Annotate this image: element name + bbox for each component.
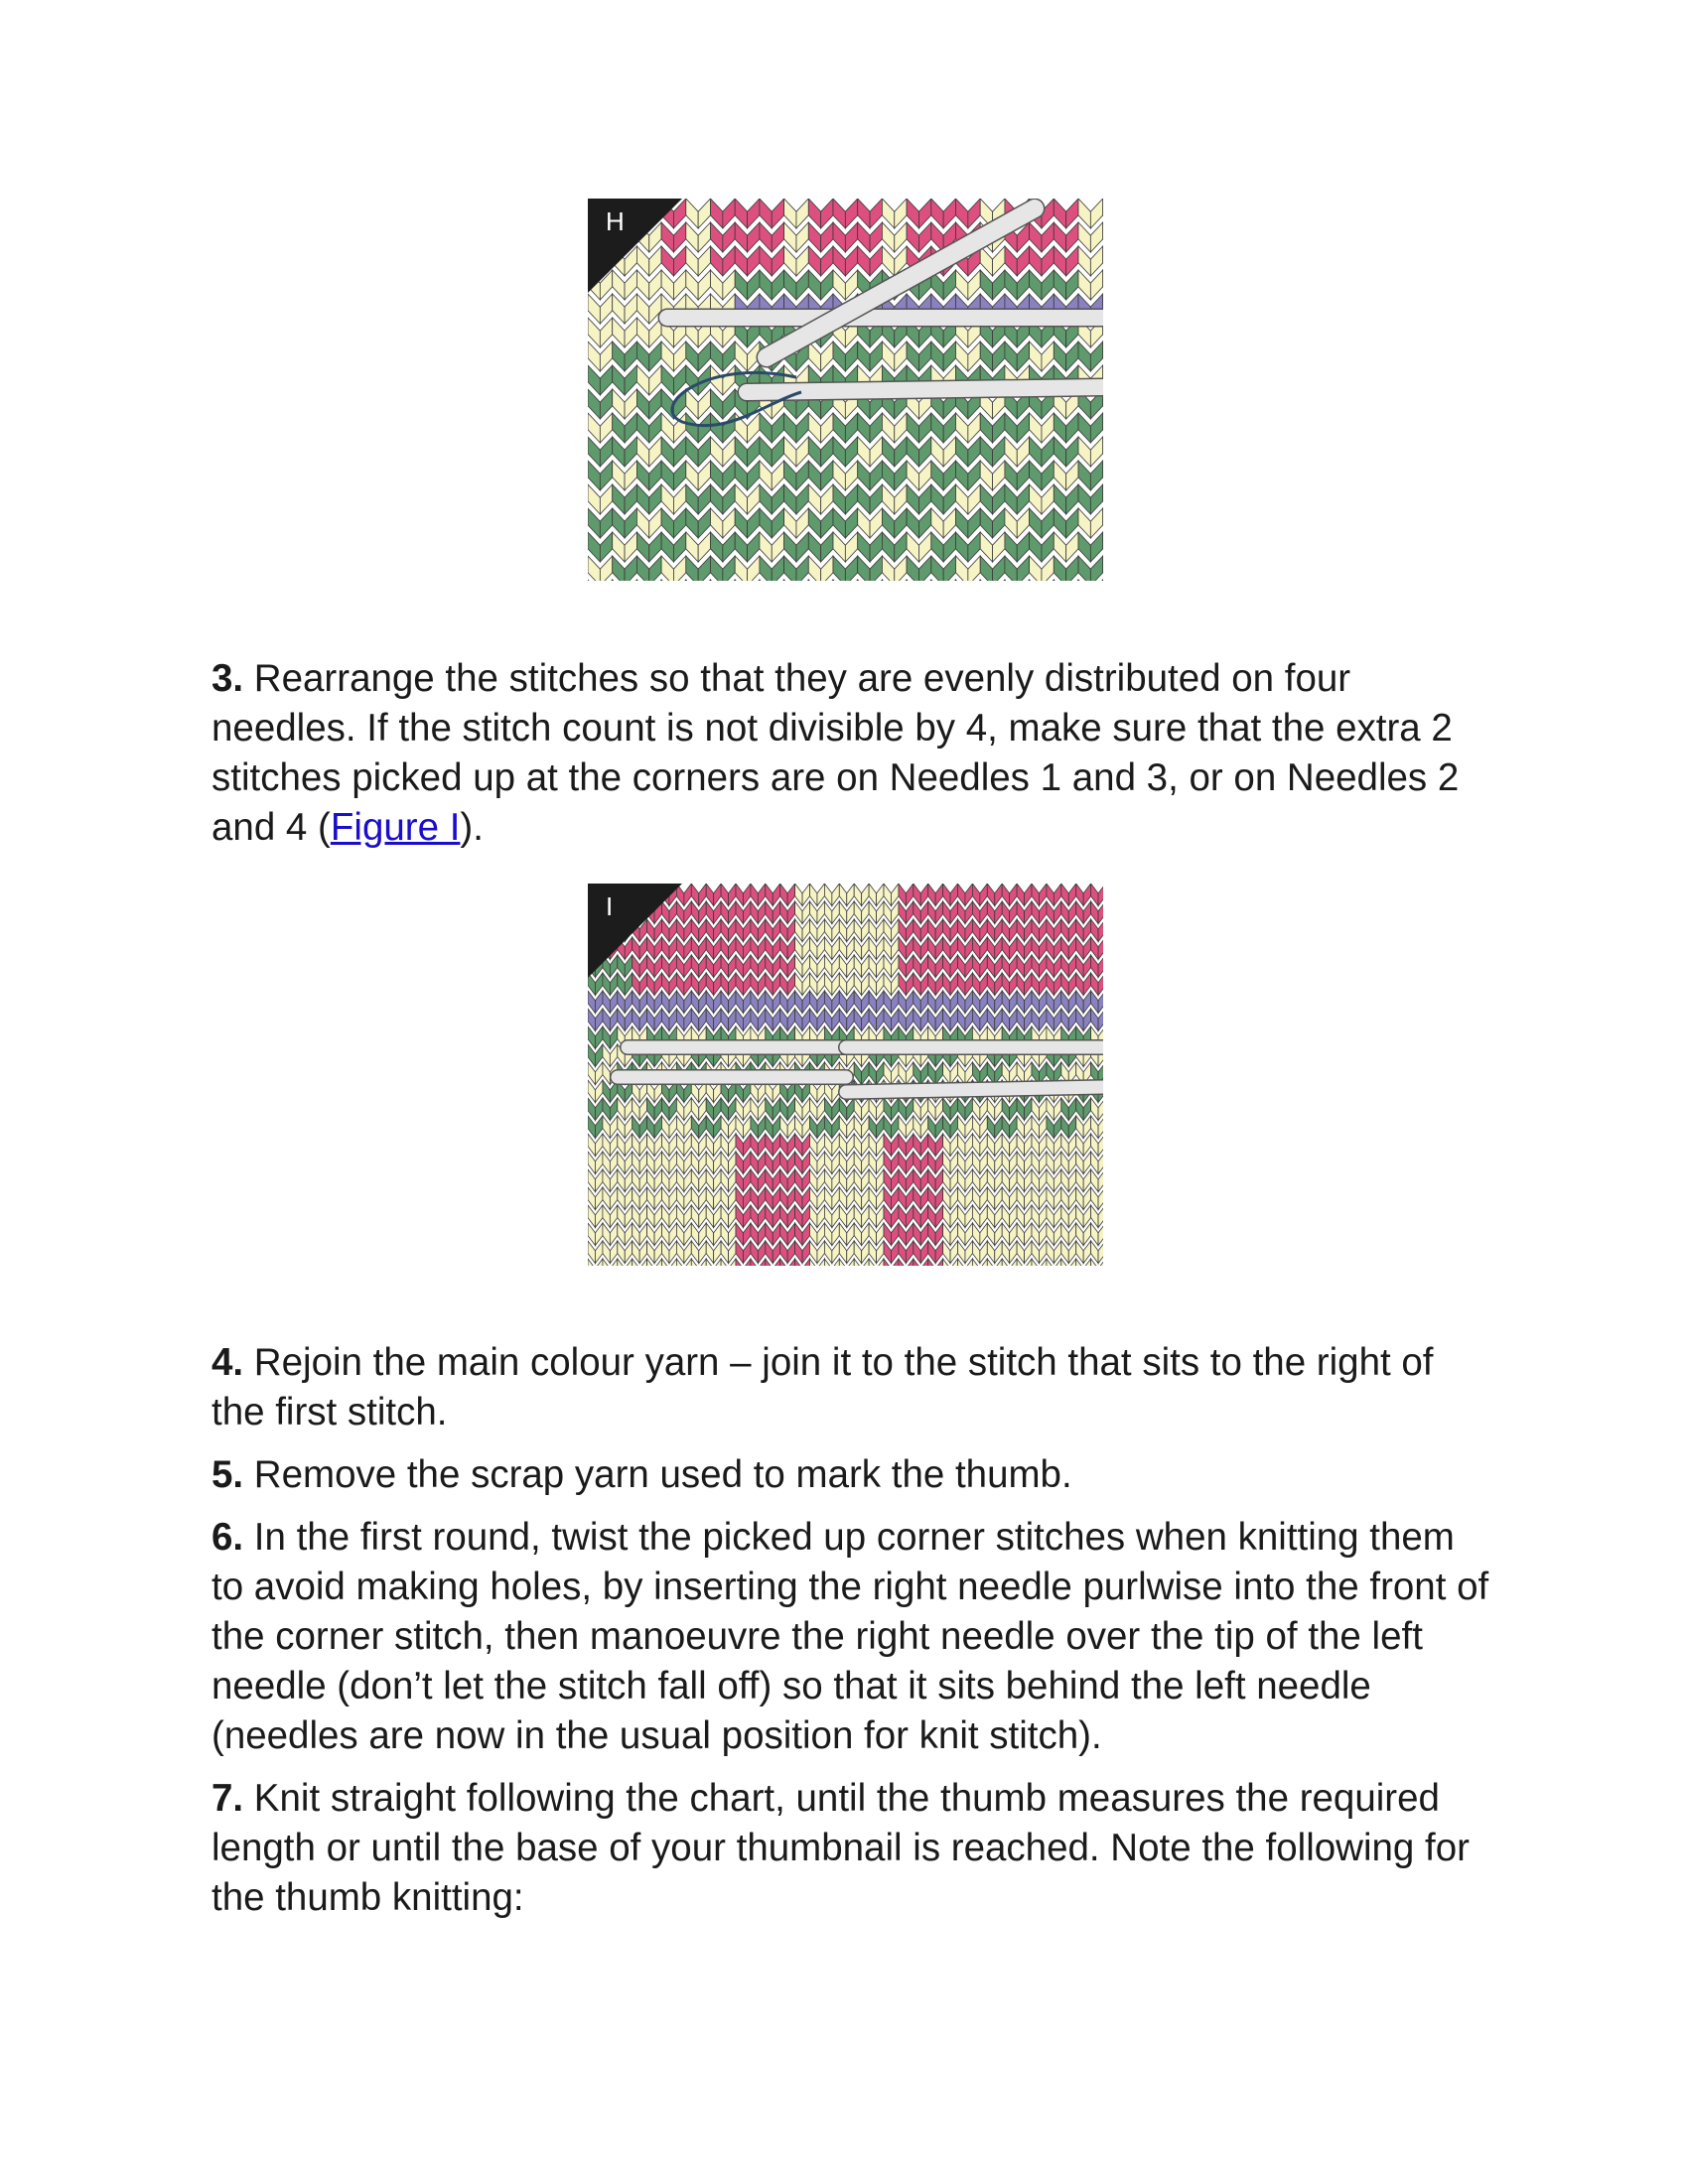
figure-i-illustration	[588, 884, 1103, 1266]
step-3-text-end: ).	[460, 806, 484, 849]
instructions-block-2	[211, 1338, 1492, 1936]
step-7-number: 7.	[211, 1777, 244, 1820]
step-7	[211, 1774, 1492, 1923]
step-5-number: 5.	[211, 1453, 244, 1496]
step-4	[211, 1338, 1492, 1437]
step-6-text: In the first round, twist the picked up corner stitches when knitting them to avoid making holes, by inserting the right needle purlwise into the front of the corner stitch, then manoeuvre the right needle over the tip of the left needle (don’t let the stitch fall off) so that it sits behind the left needle (needles are now in the usual position for knit stitch).	[211, 1516, 1489, 1757]
step-7-text: Knit straight following the chart, until the thumb measures the required length or until the base of your thumbnail is reached. Note the following for the thumb knitting:	[211, 1777, 1470, 1919]
figure-i-link[interactable]: Figure I	[330, 806, 461, 849]
step-5	[211, 1450, 1492, 1500]
figure-h-knitting-diagram	[588, 199, 1103, 581]
figure-i-needle-4	[846, 1087, 1103, 1092]
step-4-text: Rejoin the main colour yarn – join it to the stitch that sits to the right of the first stitch.	[211, 1341, 1434, 1433]
figure-i-knitting-diagram	[588, 884, 1103, 1266]
step-6-number: 6.	[211, 1516, 244, 1559]
figure-i-label: I	[606, 891, 614, 921]
step-5-text: Remove the scrap yarn used to mark the thumb.	[243, 1453, 1072, 1496]
figure-h-label: H	[606, 206, 625, 236]
figure-h-illustration	[588, 199, 1103, 581]
step-6	[211, 1513, 1492, 1761]
step-3	[211, 654, 1492, 853]
step-3-number: 3.	[211, 657, 244, 700]
step-3-text: Rearrange the stitches so that they are evenly distributed on four needles. If the stitch count is not divisible by 4, make sure that the extra 2 stitches picked up at the corners are on Needles 1 and 3, or on Needles 2 and 4 (	[211, 657, 1460, 849]
instructions-block-1	[211, 654, 1492, 866]
step-4-number: 4.	[211, 1341, 244, 1384]
